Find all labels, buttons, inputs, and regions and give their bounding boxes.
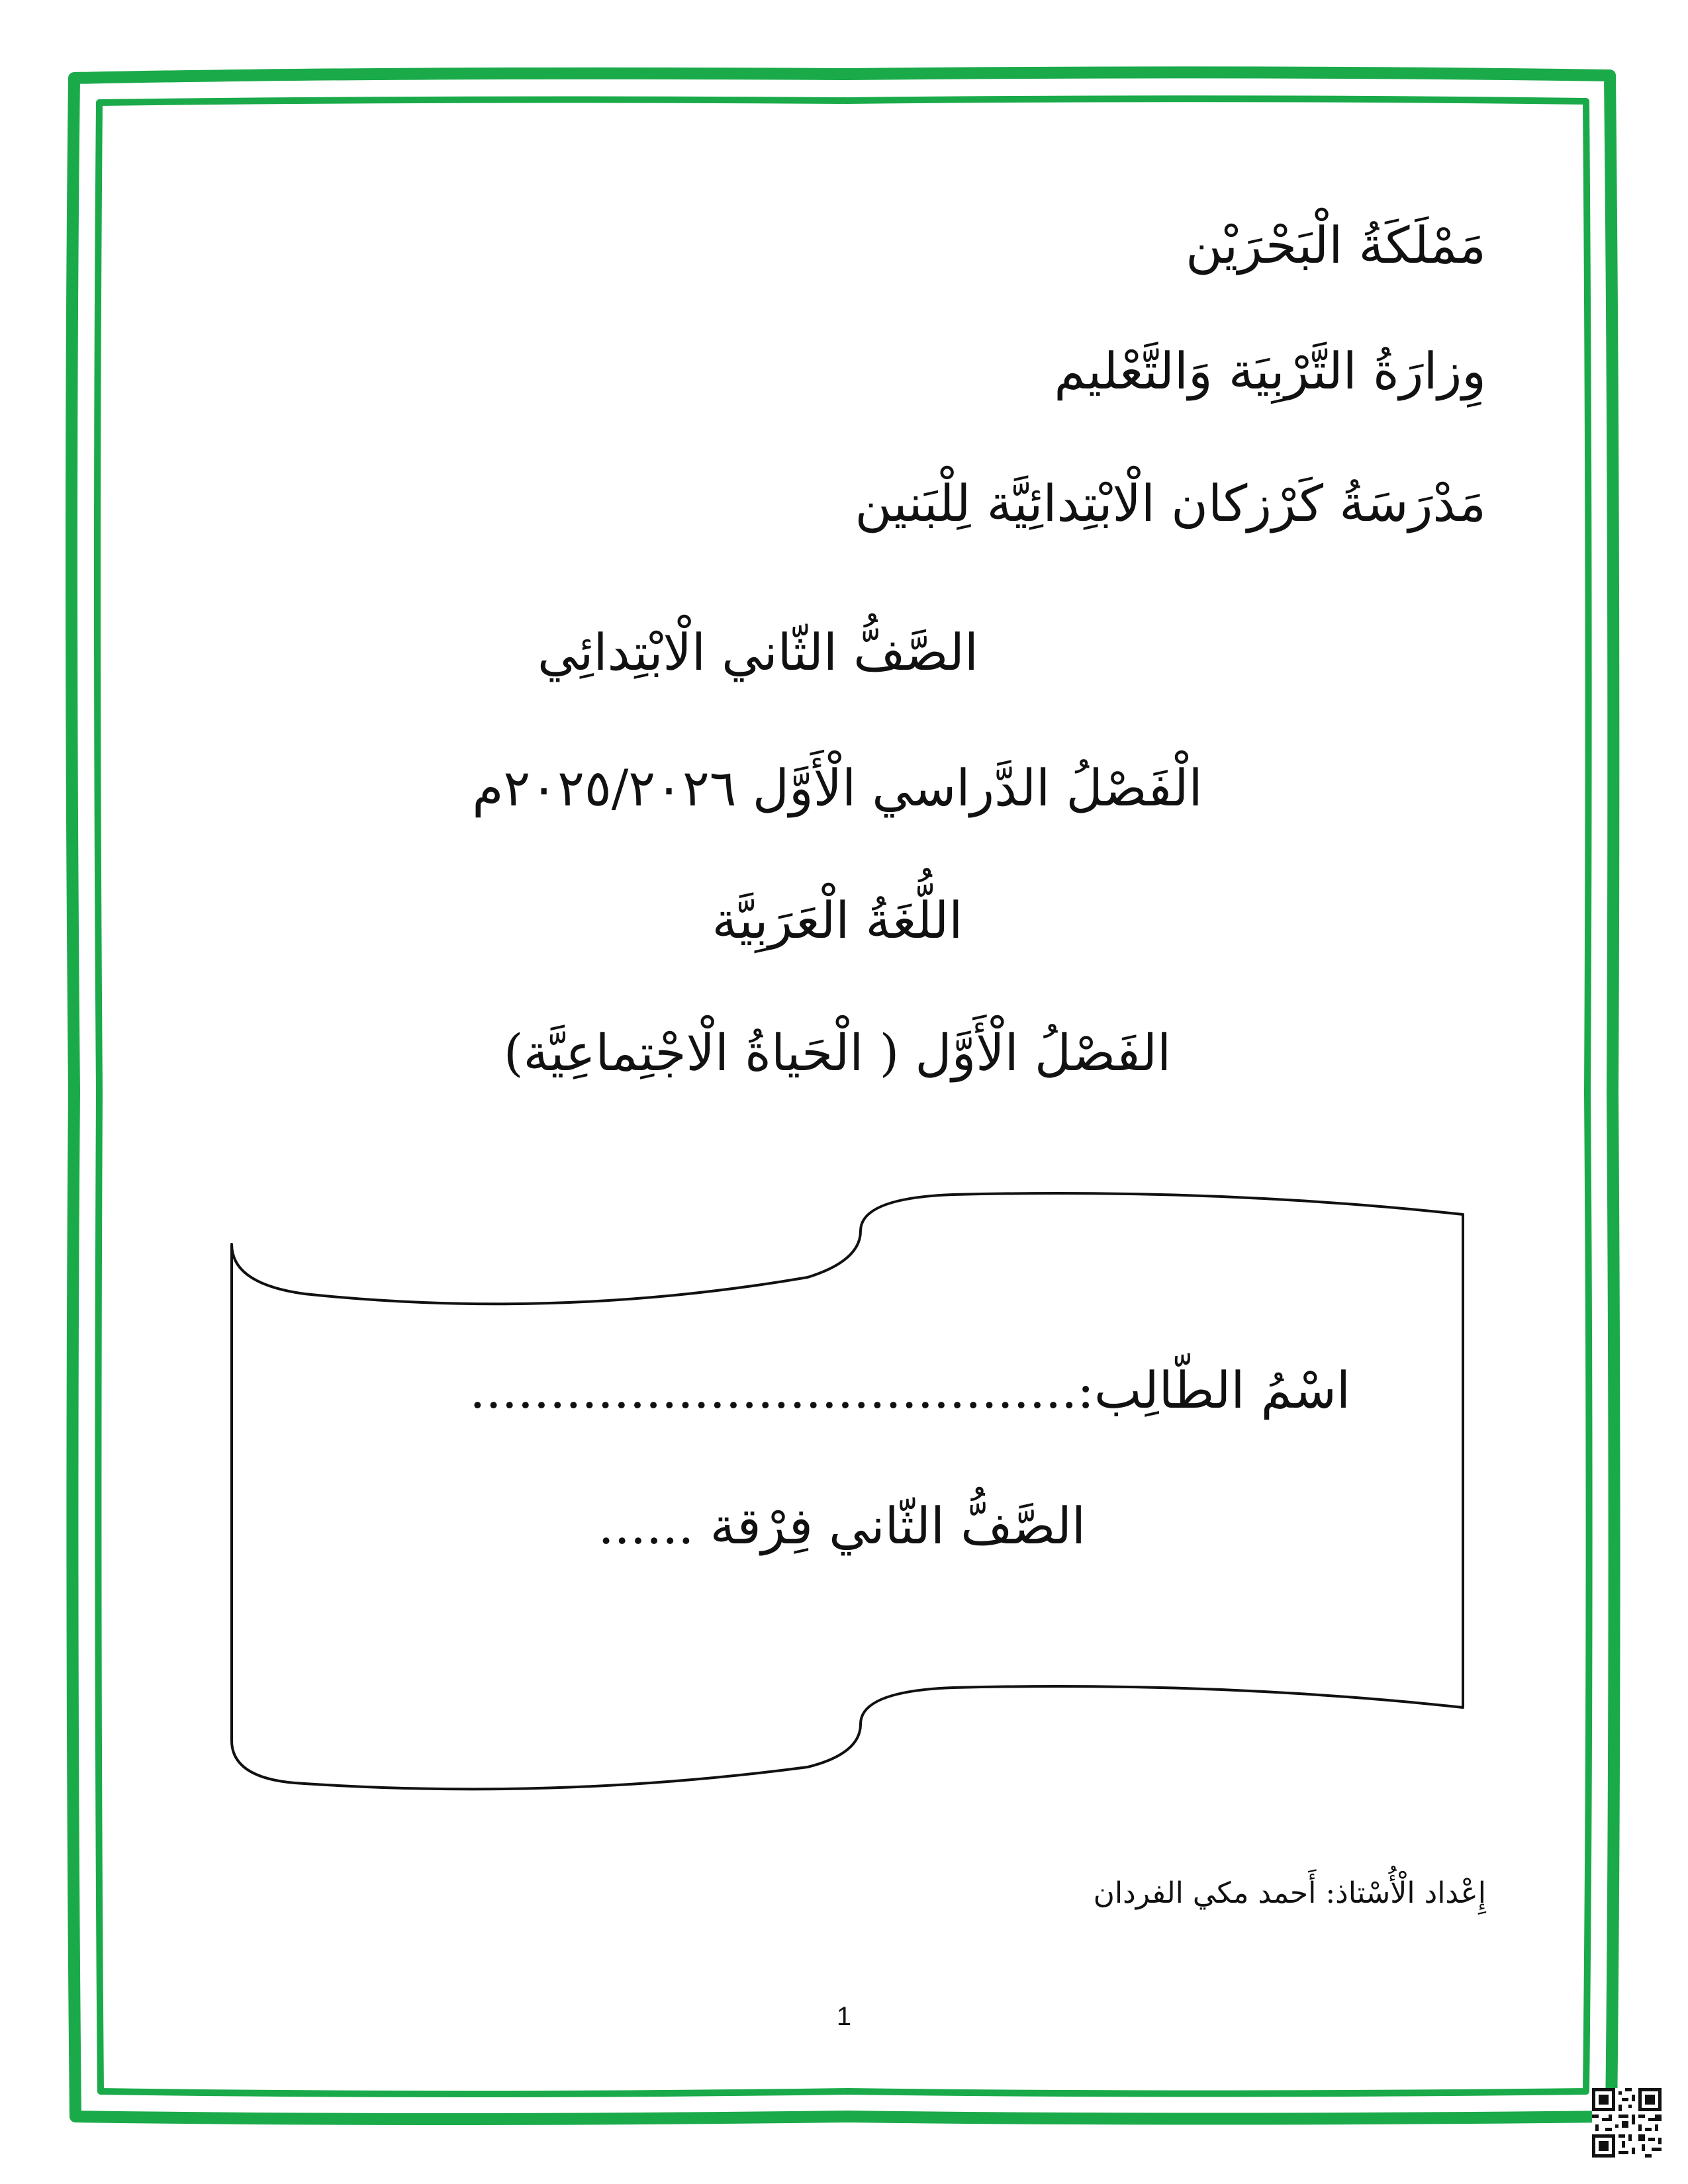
page-number: 1 (836, 2002, 852, 2031)
author-credit: إِعْداد الْأُسْتاذ: أَحمد مكي الفردان (1093, 1876, 1486, 1910)
class-blank[interactable]: ...... (598, 1496, 694, 1555)
name-banner (225, 1185, 1470, 1800)
qr-code-icon (1592, 2088, 1662, 2158)
ministry-title: وِزارَةُ التَّرْبِيَة وَالتَّعْليم (1054, 341, 1486, 400)
semester-title: الْفَصْلُ الدَّراسي الْأَوَّل ٢٠٢٥/٢٠٢٦م (472, 758, 1203, 817)
student-name-row (469, 1360, 1350, 1420)
subject-title: اللُّغَةُ الْعَرَبِيَّة (712, 891, 963, 950)
school-title: مَدْرَسَةُ كَرْزكان الْابْتِدائِيَّة لِلْبَنين (855, 474, 1486, 533)
class-label: الصَّفُّ الثّاني فِرْقة (710, 1496, 1086, 1555)
class-row (598, 1496, 1086, 1556)
student-name-label: اسْمُ الطّالِب: (1077, 1361, 1350, 1420)
grade-title: الصَّفُّ الثّاني الْابْتِدائِي (537, 623, 979, 682)
unit-title: الفَصْلُ الْأَوَّل ( الْحَياةُ الْاجْتِماعِيَّة) (503, 1023, 1172, 1082)
kingdom-title: مَمْلَكَةُ الْبَحْرَيْن (1186, 216, 1486, 275)
student-name-blank[interactable]: ...................................... (469, 1361, 1078, 1420)
